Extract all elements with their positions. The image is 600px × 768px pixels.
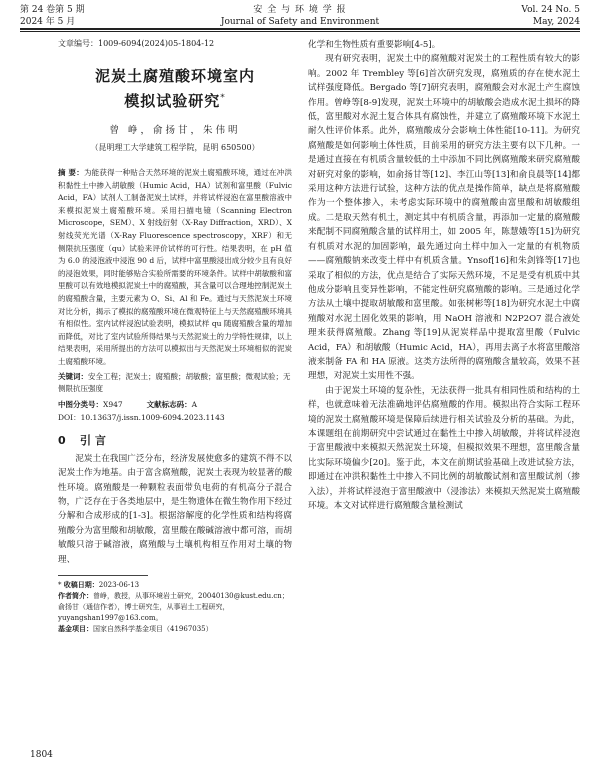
left-column [58, 38, 292, 635]
author-value: 曾峥，教授，从事环境岩土研究，20040130@kust.edu.cn；俞扬甘（通信作者），博士研究生，从事岩土工程研究，yuyangshan1997@163.com。 [58, 591, 289, 622]
journal-name-en: Journal of Safety and Environment [220, 17, 380, 27]
doc-code-value: A [191, 399, 198, 409]
clc-label: 中图分类号： [58, 399, 103, 409]
article-number: 文章编号：1009-6094(2024)05-1804-12 [58, 39, 215, 48]
doi: DOI：10.13637/j.issn.1009-6094.2023.1143 [58, 412, 225, 422]
right-paragraph-2: 现有研究表明，泥炭土中的腐殖酸对泥炭土的工程性质有较大的影响。2002 年 Trembley 等[6]首次研究发现，腐殖质的存在使水泥土试样强度降低。Bergado 等[7]研究表明，腐殖酸会对水泥土产生腐蚀作用。曾峥等[8-9]发现，泥炭土环境中的胡敏酸会造成水泥土损坏的降低，富里酸对水泥土复合体具有腐蚀性，并建立了腐殖酸环境下水泥土耐久性评价体系。此外，腐殖酸成分会影响土体性能[10-11]。为研究腐殖酸是如何影响土体性质，目前采用的研究方法主要有以下几种。一是通过直接在有机质含量较低的土中添加不同比例腐殖酸来研究腐殖酸对研究对象的影响，如俞扬甘等[12]、李江山等[13]和俞良晨等[14]都采用这种方法进行试验，这种方法的优点是操作简单，缺点是将腐殖酸作为一个整体掺入，未考虑实际环境中的腐殖酸由富里酸和胡敏酸组成。二是取天然有机土，测定其中有机质含量，再添加一定量的腐殖酸来配制不同腐殖酸含量的试样用土，如 2005 年，陈慧娥等[15]为研究有机质对水泥的加固影响，最先通过向土样中加入一定量的有机物质——腐殖酸钠来改变土样中有机质含量。Ynsof[16]和朱剑锋等[17]也采取了相似的方法，优点是结合了实际天然环境，不足是受有机质中其他成分影响且变异性影响，不能定性研究腐殖酸的影响。三是通过化学方法从土壤中提取胡敏酸和富里酸。如张树彬等[18]为研究水泥土中腐殖酸对水泥土固化效果的影响，用 NaOH 溶液和 N2P2O7 混合液处理来获得腐殖酸。Zhang 等[19]从泥炭样品中提取富里酸（Fulvic Acid，FA）和胡敏酸（Humic Acid，HA），再用去离子水将富里酸溶液来制备 FA 和 HA 原液。这类方法所得的腐殖酸含量较高，效果不甚理想，对泥炭土实用性不强。 [308, 54, 580, 382]
pub-date-en: May, 2024 [532, 17, 580, 27]
volume-issue: 第 24 卷第 5 期 [20, 5, 85, 15]
footnote-rule [58, 575, 148, 576]
authors: 曾 峥，俞扬甘，朱伟明 [109, 125, 241, 136]
classification [58, 398, 292, 411]
section-number: 0 [58, 433, 66, 447]
title-line-1: 泥炭土腐殖酸环境室内 [94, 67, 255, 85]
keywords [58, 371, 292, 396]
title-line-2-wrap [58, 87, 292, 112]
keywords-text: 安全工程；泥炭土；腐殖酸；胡敏酸；富里酸；微观试验；无侧限抗压强度 [58, 371, 291, 394]
footnote-received: * 收稿日期：2023-06-13 [58, 580, 140, 589]
section-heading [58, 432, 292, 448]
received-value: 2023-06-13 [98, 580, 140, 589]
pub-date: 2024 年 5 月 [20, 17, 76, 27]
fund-value: 国家自然科学基金项目（41967035） [93, 624, 213, 633]
header-center [20, 4, 580, 28]
article-title [58, 65, 292, 112]
footnote-fund [58, 624, 292, 635]
intro-paragraph: 泥炭土在我国广泛分布，经济发展使愈多的建筑不得不以泥炭土作为地基。由于富含腐殖酸，泥炭土表现为较显著的酸性环境。腐殖酸是一种颗粒表面带负电荷的有机高分子混合物，广泛存在于各类地层中，是生物遗体在微生物作用下经过分解和合成形成的[1-3]。根据溶解度的化学性质和结构将腐殖酸分为富里酸和胡敏酸，富里酸在酸碱溶液中都可溶，而胡敏酸只溶于碱溶液，腐殖酸与土壤机构相互作用对土壤的物理、 [58, 453, 292, 565]
received-label: 收稿日期： [63, 580, 99, 589]
fund-label: 基金项目： [58, 624, 93, 633]
running-header [20, 4, 580, 30]
right-paragraph-3: 由于泥炭土环境的复杂性，无法获得一批具有相同性质和结构的土样，也就意味着无法准确地评估腐殖酸的作用。模拟出符合实际工程环境的泥炭土腐殖酸环境是保障后续进行相关试验及分析的基础。为此，本课题组在前期研究中尝试通过在黏性土中掺入胡敏酸，并将试样浸泡于富里酸液中来模拟天然泥炭土环境，但模拟效果不理想，富里酸含量比实际环境偏少[20]。鉴于此，本文在前期试验基础上改进试验方法，即通过在冲洪积黏性土中掺入不同比例的胡敏酸试剂和富里酸试剂（掺入法），并将试样浸泡于富里酸液中（浸渗法）来模拟天然泥炭土腐殖酸环境。本文对试样进行腐殖酸含量检测试 [308, 385, 580, 511]
keywords-label: 关键词： [58, 371, 88, 381]
right-column [308, 38, 580, 513]
clc-value: X947 [103, 399, 123, 409]
abstract [58, 167, 292, 369]
doc-code-label: 文献标志码： [146, 399, 192, 409]
abstract-text: 为能获得一种贴合天然环境的泥炭土腐殖酸环境，通过在冲洪积黏性土中掺入胡敏酸（Humic Acid，HA）试剂和富里酸（Fulvic Acid，FA）试剂人工制备泥炭土试样，并将试样浸泡在富里酸溶液中来模拟泥炭土腐殖酸环境。采用扫描电镜（Scanning Electron Microscope，SEM）、X 射线衍射（X-Ray Diffraction，XRD）、X 射线荧光光谱（X-Ray Fluorescence spectroscopy，XRF）和无侧限抗压强度（qu）试验来评价试样的可行性。结果表明，在 pH 值为 6.0 的浸泡液中浸泡 90 d 后，试样中富里酸浸出成分较少且有良好的浸泡效果，同时能够贴合实验所需要的环境条件。试样中胡敏酸和富里酸可以有效地模拟泥炭土中的腐殖酸，其含量可以合理地控制泥炭土的腐殖酸含量，主要元素为 O、Si、Al 和 Fe。通过与天然泥炭土环境对比分析，揭示了模拟的腐殖酸环境在微观特征上与天然腐殖酸环境具有相似性。室内试样浸泡试验表明，模拟试样 qu 随腐殖酸含量的增加而降低，对比了室内试验所得结果与天然泥炭土的力学特性规律，以上结果表明，采用所提出的方法可以模拟出与天然泥炭土环境相似的泥炭土腐殖酸环境。 [58, 168, 292, 366]
title-footnote-mark: * [220, 93, 226, 103]
header-rule-thick [20, 28, 580, 30]
abstract-label: 摘 要： [58, 168, 84, 177]
footnote-author [58, 591, 292, 624]
section-title: 引 言 [80, 433, 106, 447]
affiliation: （昆明理工大学建筑工程学院，昆明 650500） [90, 143, 260, 152]
title-line-2: 模拟试验研究 [124, 92, 221, 110]
header-right [521, 4, 580, 28]
journal-name-cn: 安 全 与 环 境 学 报 [253, 5, 347, 15]
right-paragraph-1: 化学和生物性质有重要影响[4-5]。 [308, 40, 441, 50]
page-number: 1804 [30, 750, 53, 760]
volume-issue-en: Vol. 24 No. 5 [521, 5, 580, 15]
author-label: 作者简介： [58, 591, 93, 600]
header-rule-thin [20, 31, 580, 32]
